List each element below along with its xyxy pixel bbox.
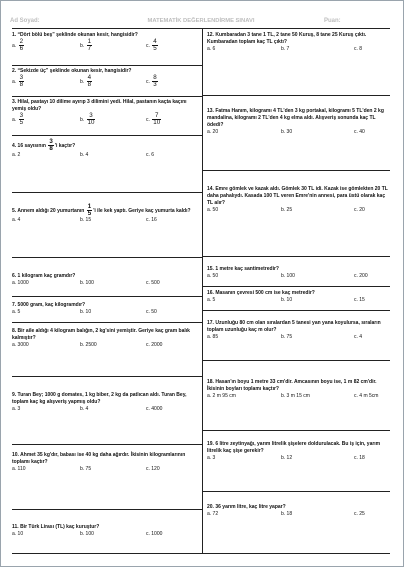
bottom-rule xyxy=(12,553,390,554)
question-text: 2. “Sekizde üç” şeklinde okunan kesir, hangisidir? xyxy=(12,68,132,74)
question-20 xyxy=(207,504,389,520)
option-a[interactable]: a. 3 xyxy=(207,455,216,461)
question-10 xyxy=(12,452,200,475)
option-a[interactable]: a. $\frac{2}{6}$ xyxy=(12,38,24,52)
separator xyxy=(12,296,202,297)
option-b[interactable]: b. 3 m 15 cm xyxy=(281,393,310,399)
separator xyxy=(202,491,390,492)
separator xyxy=(12,65,202,66)
option-c[interactable]: c. $\frac{7}{10}$ xyxy=(146,112,161,126)
question-text: 5. Annem aldığı 20 yumurtanın $\frac{1}{5}$ 'i ile kek yaptı. Geriye kaç yumurta kaldı? xyxy=(12,203,191,217)
option-c[interactable]: c. $\frac{4}{5}$ xyxy=(146,38,157,52)
question-3 xyxy=(12,99,200,128)
question-18 xyxy=(207,379,389,402)
option-a[interactable]: a. 4 xyxy=(12,217,21,223)
option-b[interactable]: b. 2500 xyxy=(80,342,97,348)
option-b[interactable]: b. 4 xyxy=(80,406,89,412)
separator xyxy=(202,430,390,431)
option-a[interactable]: a. 20 xyxy=(207,129,219,135)
option-c[interactable]: c. 4 m 5cm xyxy=(354,393,379,399)
option-b[interactable]: b. $\frac{4}{8}$ xyxy=(80,74,92,88)
separator xyxy=(12,192,202,193)
question-14 xyxy=(207,186,389,216)
option-b[interactable]: b. 75 xyxy=(80,466,92,472)
question-4 xyxy=(12,139,200,161)
option-c[interactable]: c. 120 xyxy=(146,466,160,472)
question-9 xyxy=(12,392,200,415)
option-a[interactable]: a. $\frac{3}{5}$ xyxy=(12,112,24,126)
question-text: 7. 5000 gram, kaç kilogramdır? xyxy=(12,302,86,308)
question-text: 6. 1 kilogram kaç gramdır? xyxy=(12,273,76,279)
question-text: 18. Hasan'ın boyu 1 metre 33 cm'dir. Amcasının boyu ise, 1 m 82 cm'dir. İkisinin boyları toplamı kaçtır? xyxy=(207,379,377,392)
question-6 xyxy=(12,273,200,289)
exam-sheet xyxy=(4,4,398,561)
option-b[interactable]: b. 100 xyxy=(80,531,94,537)
option-a[interactable]: a. 5 xyxy=(12,309,21,315)
option-a[interactable]: a. 3 xyxy=(12,406,21,412)
option-a[interactable]: a. 50 xyxy=(207,273,219,279)
option-b[interactable]: b. 12 xyxy=(281,455,293,461)
question-11 xyxy=(12,524,200,540)
option-c[interactable]: c. 18 xyxy=(354,455,365,461)
option-a[interactable]: a. 72 xyxy=(207,511,219,517)
option-c[interactable]: c. 20 xyxy=(354,207,365,213)
column-divider xyxy=(202,28,203,553)
option-b[interactable]: b. 10 xyxy=(80,309,92,315)
separator xyxy=(12,135,202,136)
option-a[interactable]: a. 3000 xyxy=(12,342,29,348)
option-b[interactable]: b. 18 xyxy=(281,511,293,517)
question-text: 13. Fatma Hanım, kilogramı 4 TL'den 3 kg portakal, kilogramı 5 TL'den 2 kg mandalina, kilogramı 2 TL'den 4 kg elma aldı. Alışveriş sonunda kaç TL ödedi? xyxy=(207,108,384,128)
question-text: 12. Kumbaradan 3 tane 1 TL, 2 tane 50 Kuruş, 8 tane 25 Kuruş çıktı. Kumbaradan toplam kaç TL çıktı? xyxy=(207,32,367,45)
question-16 xyxy=(207,290,389,306)
question-text: 11. Bir Türk Lirası (TL) kaç kuruştur? xyxy=(12,524,100,530)
option-a[interactable]: a. 2 xyxy=(12,152,21,158)
separator xyxy=(202,360,390,361)
option-c[interactable]: c. 500 xyxy=(146,280,160,286)
option-c[interactable]: c. 4000 xyxy=(146,406,163,412)
question-text: 17. Uzunluğu 80 cm olan sıralardan 5 tanesi yan yana koyulursa, sıraların toplam uzunluğu kaç m olur? xyxy=(207,320,381,333)
question-text: 8. Bir aile aldığı 4 kilogram balığın, 2 kg'sini yemiştir. Geriye kaç gram balık kalmıştır? xyxy=(12,328,190,341)
question-2 xyxy=(12,68,200,90)
option-b[interactable]: b. 75 xyxy=(281,334,293,340)
option-c[interactable]: c. 4 xyxy=(354,334,363,340)
option-c[interactable]: c. $\frac{8}{3}$ xyxy=(146,74,157,88)
question-text: 9. Turan Bey; 1000 g domates, 1 kg biber, 2 kg da patlıcan aldı. Turan Bey, toplam kaç kg alışveriş yapmış oldu? xyxy=(12,392,187,405)
option-a[interactable]: a. 1000 xyxy=(12,280,29,286)
option-b[interactable]: b. 10 xyxy=(281,297,293,303)
option-b[interactable]: b. $\frac{1}{7}$ xyxy=(80,38,92,52)
option-a[interactable]: a. 85 xyxy=(207,334,219,340)
option-b[interactable]: b. 100 xyxy=(80,280,94,286)
option-b[interactable]: b. 25 xyxy=(281,207,293,213)
question-15 xyxy=(207,266,389,282)
question-text: 15. 1 metre kaç santimetredir? xyxy=(207,266,279,272)
separator xyxy=(12,444,202,445)
question-1 xyxy=(12,32,200,54)
separator xyxy=(12,509,202,510)
option-b[interactable]: b. 30 xyxy=(281,129,293,135)
question-12 xyxy=(207,32,389,55)
separator xyxy=(12,322,202,323)
separator xyxy=(202,256,390,257)
exam-title: MATEMATİK DEĞERLENDİRME SINAVI xyxy=(147,18,255,24)
separator xyxy=(202,286,390,287)
question-13 xyxy=(207,108,389,138)
option-b[interactable]: b. 4 xyxy=(80,152,89,158)
option-c[interactable]: c. 200 xyxy=(354,273,368,279)
option-b[interactable]: b. 7 xyxy=(281,46,290,52)
option-a[interactable]: a. 10 xyxy=(12,531,24,537)
separator xyxy=(202,310,390,311)
question-text: 20. 36 yarım litre, kaç litre yapar? xyxy=(207,504,286,510)
option-c[interactable]: c. 1000 xyxy=(146,531,163,537)
question-text: 16. Masanın çevresi 500 cm ise kaç metredir? xyxy=(207,290,315,296)
option-a[interactable]: a. 110 xyxy=(12,466,26,472)
option-c[interactable]: c. 2000 xyxy=(146,342,163,348)
question-text: 10. Ahmet 35 kg'dır, babası ise 40 kg daha ağırdır. İkisinin kilogramlarının toplamı kaçtır? xyxy=(12,452,186,465)
option-b[interactable]: b. 100 xyxy=(281,273,295,279)
question-text: 14. Emre gömlek ve kazak aldı. Gömlek 30 TL idi. Kazak ise gömlekten 20 TL daha pahalıydı. Kasada 100 TL veren Emre'nin annesi, para üstü olarak kaç TL alır? xyxy=(207,186,388,206)
separator xyxy=(202,95,390,96)
option-c[interactable]: c. 6 xyxy=(146,152,155,158)
option-a[interactable]: a. 50 xyxy=(207,207,219,213)
option-c[interactable]: c. 15 xyxy=(354,297,365,303)
option-a[interactable]: a. 5 xyxy=(207,297,216,303)
option-c[interactable]: c. 16 xyxy=(146,217,157,223)
option-c[interactable]: c. 8 xyxy=(354,46,363,52)
separator xyxy=(202,170,390,171)
score-label: Puan: xyxy=(324,18,341,24)
question-text: 19. 6 litre zeytinyağı, yarım litrelik şişelere doldurulacak. Bu iş için, yarım litrelik kaç şişe gerekir? xyxy=(207,441,381,454)
question-text: 3. Hilal, pastayı 10 dilime ayırıp 3 dilimini yedi. Hilal, pastanın kaçta kaçını yemiş oldu? xyxy=(12,99,187,112)
option-c[interactable]: c. 40 xyxy=(354,129,365,135)
option-a[interactable]: a. $\frac{3}{8}$ xyxy=(12,74,24,88)
option-a[interactable]: a. 6 xyxy=(207,46,216,52)
separator xyxy=(12,257,202,258)
option-c[interactable]: c. 25 xyxy=(354,511,365,517)
name-label: Ad Soyad: xyxy=(10,18,40,24)
separator xyxy=(12,96,202,97)
separator xyxy=(12,376,202,377)
option-c[interactable]: c. 50 xyxy=(146,309,157,315)
option-b[interactable]: b. $\frac{3}{10}$ xyxy=(80,112,95,126)
question-17 xyxy=(207,320,389,343)
question-7 xyxy=(12,302,200,318)
question-8 xyxy=(12,328,200,351)
question-text: 4. 16 sayısının $\frac{3}{8}$ 'i kaçtır? xyxy=(12,138,76,152)
option-b[interactable]: b. 15 xyxy=(80,217,92,223)
question-5 xyxy=(12,204,200,226)
question-19 xyxy=(207,441,389,464)
option-a[interactable]: a. 2 m 95 cm xyxy=(207,393,236,399)
question-text: 1. “Dört bölü beş” şeklinde okunan kesir, hangisidir? xyxy=(12,32,138,38)
top-rule xyxy=(12,28,390,29)
